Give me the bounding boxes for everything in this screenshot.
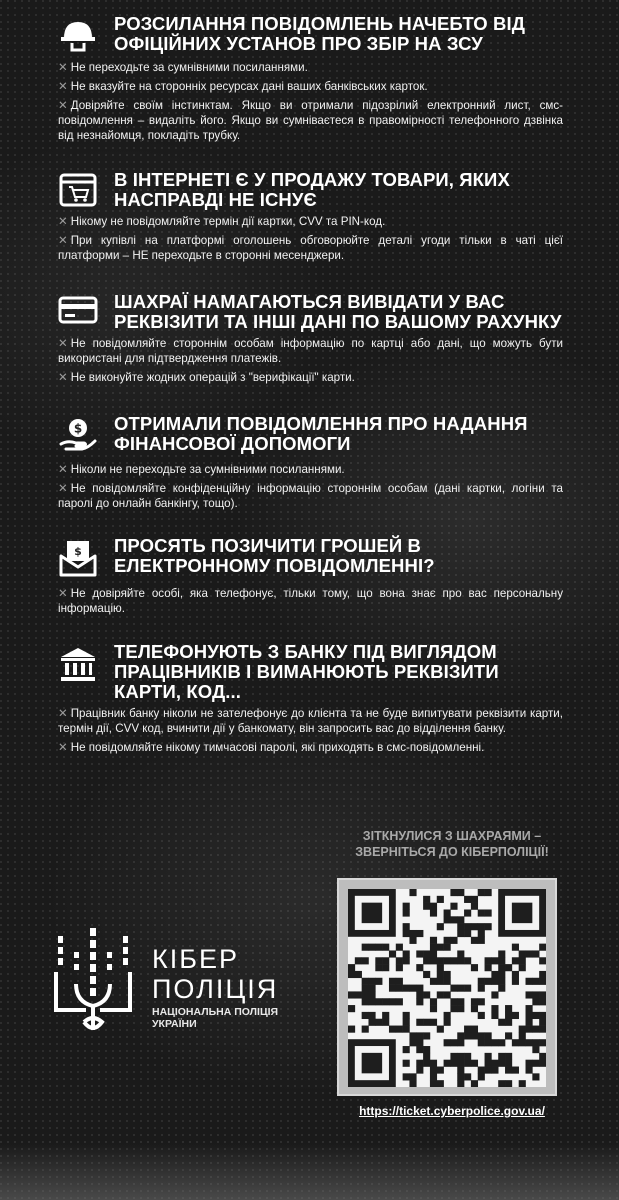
section-title: ПРОСЯТЬ ПОЗИЧИТИ ГРОШЕЙ В ЕЛЕКТРОННОМУ ПОВІДОМЛЕННІ? (114, 535, 435, 576)
shopping-cart-window-icon (58, 172, 104, 208)
list-item: ✕ Працівник банку ніколи не зателефонує до клієнта та не буде випитувати реквізити карти, термін дії, CVV код, вчинити дії у банкомату, він запросить вас до відділення банку. (58, 707, 563, 735)
section-title: ОТРИМАЛИ ПОВІДОМЛЕННЯ ПРО НАДАННЯ ФІНАНСОВОЇ ДОПОМОГИ (114, 413, 528, 454)
section-fake-goods (58, 170, 563, 263)
section-title: В ІНТЕРНЕТІ Є У ПРОДАЖУ ТОВАРИ, ЯКИХ НАСПРАВДІ НЕ ІСНУЄ (114, 169, 510, 210)
qr-code-image (348, 889, 546, 1087)
svg-text:$: $ (73, 421, 83, 436)
cyberpolice-ticket-link[interactable]: https://ticket.cyberpolice.gov.ua/ (359, 1104, 545, 1118)
list-item: ✕ Не переходьте за сумнівними посиланнями. (58, 61, 308, 74)
logo-subtitle: НАЦІОНАЛЬНА ПОЛІЦІЯ УКРАЇНИ (152, 1006, 279, 1030)
section-bank-call (58, 642, 563, 755)
list-item: ✕ Не вказуйте на сторонніх ресурсах дані ваших банківських карток. (58, 80, 428, 93)
list-item: ✕ Не повідомляйте стороннім особам інформацію по картці або дані, що можуть бути використані для підтвердження платежів. (58, 337, 563, 365)
section-zsu-fundraising (58, 14, 563, 143)
money-envelope-icon (58, 538, 104, 578)
list-item: ✕ Ніколи не переходьте за сумнівними посиланнями. (58, 463, 345, 476)
trident-emblem-icon (48, 922, 138, 1047)
cyberpolice-logo (48, 922, 318, 1042)
section-title: РОЗСИЛАННЯ ПОВІДОМЛЕНЬ НАЧЕБТО ВІД ОФІЦІЙНИХ УСТАНОВ ПРО ЗБІР НА ЗСУ (114, 13, 525, 54)
list-item: ✕ Не виконуйте жодних операцій з "верифікації" карти. (58, 371, 355, 384)
qr-code[interactable] (337, 878, 557, 1096)
section-title: ТЕЛЕФОНУЮТЬ З БАНКУ ПІД ВИГЛЯДОМ ПРАЦІВНИКІВ І ВИМАНЮЮТЬ РЕКВІЗИТИ КАРТИ, КОД... (114, 641, 499, 702)
logo-name: КІБЕР ПОЛІЦІЯ (152, 944, 279, 1004)
list-item: ✕ Не повідомляйте конфіденційну інформацію стороннім особам (дані картки, логіни та паролі до онлайн банкінгу, тощо). (58, 482, 563, 510)
money-hand-icon (58, 416, 104, 454)
section-account-details (58, 292, 563, 385)
bank-building-icon (58, 644, 104, 684)
list-item: ✕ Не довіряйте особі, яка телефонує, тільки тому, що вона знає про вас персональну інформацію. (58, 587, 563, 615)
list-item: ✕ Довіряйте своїм інстинктам. Якщо ви отримали підозрілий електронний лист, смс-повідомлення – видаліть його. Якщо ви сумніваєтеся в правомірності телефонного дзвінка від незнайомця, покладіть трубку. (58, 99, 563, 142)
section-title: ШАХРАЇ НАМАГАЮТЬСЯ ВИВІДАТИ У ВАС РЕКВІЗИТИ ТА ІНШІ ДАНІ ПО ВАШОМУ РАХУНКУ (114, 291, 562, 332)
cta-contact-cyberpolice: ЗІТКНУЛИСЯ З ШАХРАЯМИ – ЗВЕРНІТЬСЯ ДО КІБЕРПОЛІЦІЇ! (355, 829, 549, 859)
military-helmet-icon (58, 16, 104, 54)
svg-text:$: $ (74, 545, 82, 558)
section-financial-aid (58, 414, 563, 511)
section-borrow-money (58, 536, 563, 616)
list-item: ✕ Не повідомляйте нікому тимчасові паролі, які приходять в смс-повідомленні. (58, 741, 485, 754)
bottom-glow (0, 1144, 619, 1200)
list-item: ✕ При купівлі на платформі оголошень обговорюйте деталі угоди тільки в чаті цієї платформи – НЕ переходьте в сторонні месенджери. (58, 234, 563, 262)
credit-card-icon (58, 294, 104, 326)
list-item: ✕ Нікому не повідомляйте термін дії картки, CVV та PIN-код. (58, 215, 386, 228)
